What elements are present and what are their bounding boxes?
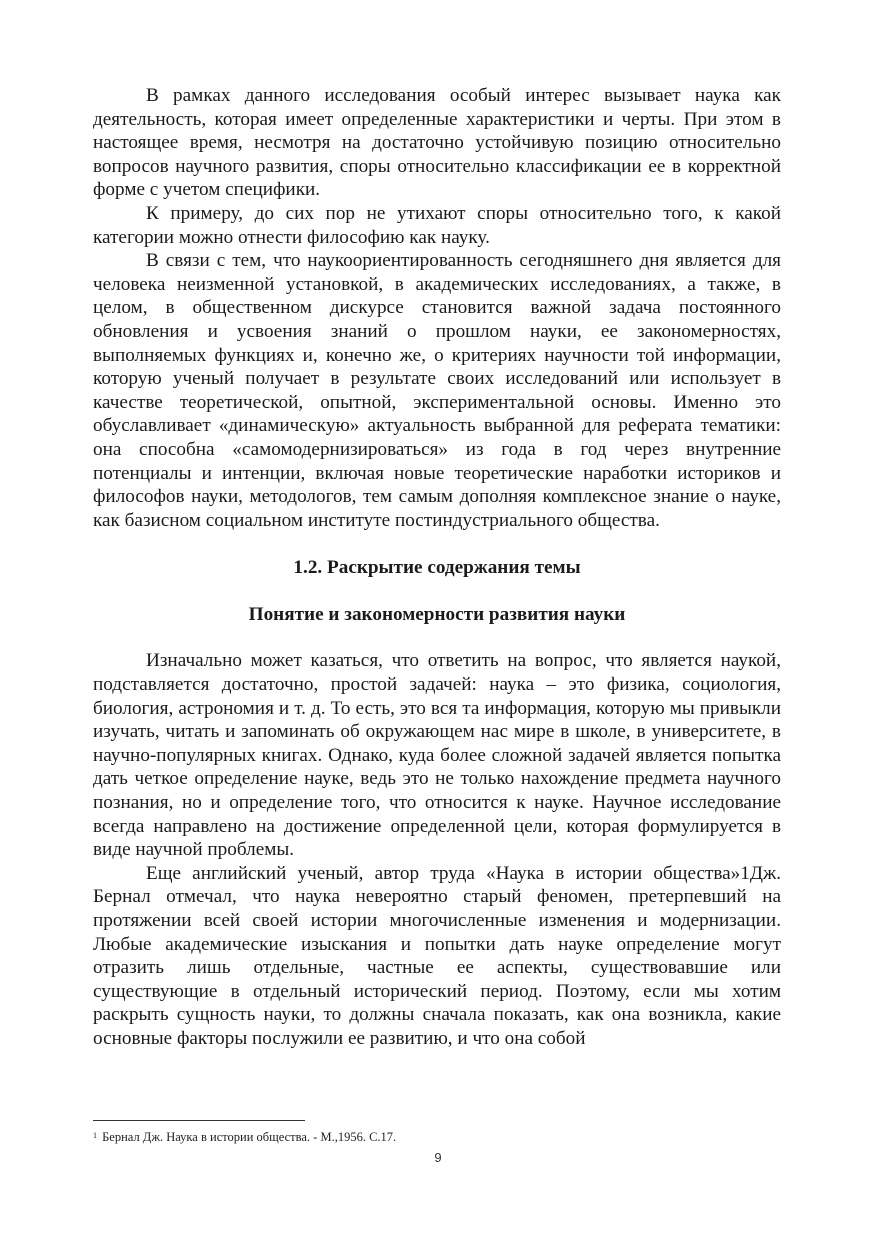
footnote-marker: 1 <box>93 1131 97 1140</box>
section-heading: 1.2. Раскрытие содержания темы <box>293 557 581 579</box>
paragraph-bernal: Еще английский ученый, автор труда «Наука в истории общества»1Дж. Бернал отмечал, что наука невероятно старый феномен, претерпевший на протяжении всей своей истории многочисленные изменения и модернизации. Любые академические изыскания и попытки дать науке определение могут отразить лишь отдельные, частные ее аспекты, существовавшие или существующие в отдельный исторический период. Поэтому, если мы хотим раскрыть сущность науки, то должны сначала показать, как она возникла, какие основные факторы послужили ее развитию, и что она собой <box>93 862 781 1049</box>
page-body <box>93 84 781 1051</box>
paragraph-relevance: В связи с тем, что наукоориентированность сегодняшнего дня является для человека неизменной установкой, в академических исследованиях, а также, в целом, в общественном дискурсе становится важной задача постоянного обновления и усвоения знаний о прошлом науки, ее закономерностях, выполняемых функциях и, конечно же, о критериях научности той информации, которую ученый получает в результате своих исследований или использует в качестве теоретической, опытной, экспериментальной основы. Именно это обуславливает «динамическую» актуальность выбранной для реферата тематики: она способна «самомодернизироваться» из года в год через внутренние потенциалы и интенции, включая новые теоретические наработки историков и философов науки, методологов, тем самым дополняя комплексное знание о науке, как базисном социальном институте постиндустриального общества. <box>93 250 781 531</box>
page-number: 9 <box>434 1150 442 1165</box>
paragraph-research-interest: В рамках данного исследования особый интерес вызывает наука как деятельность, которая имеет определенные характеристики и черты. При этом в настоящее время, несмотря на достаточно устойчивую позицию относительно вопросов научного развития, споры относительно классификации ее в корректной форме с учетом специфики. <box>93 85 781 201</box>
paragraph-philosophy-debate: К примеру, до сих пор не утихают споры относительно того, к какой категории можно отнести философию как науку. <box>93 202 781 248</box>
footnote-separator <box>93 1120 305 1121</box>
subsection-heading: Понятие и закономерности развития науки <box>248 603 626 625</box>
footnote-text: Бернал Дж. Наука в истории общества. - М.,1956. С.17. <box>102 1130 397 1144</box>
footnote <box>93 1130 396 1145</box>
paragraph-science-definition: Изначально может казаться, что ответить на вопрос, что является наукой, подставляется достаточно, простой задачей: наука – это физика, социология, биология, астрономия и т. д. То есть, это вся та информация, которую мы привыкли изучать, читать и запоминать об окружающем нас мире в школе, в университете, в научно-популярных книгах. Однако, куда более сложной задачей является попытка дать четкое определение науке, ведь это не только нахождение предмета научного познания, но и определение того, что относится к науке. Научное исследование всегда направлено на достижение определенной цели, которая формулируется в виде научной проблемы. <box>93 650 781 861</box>
